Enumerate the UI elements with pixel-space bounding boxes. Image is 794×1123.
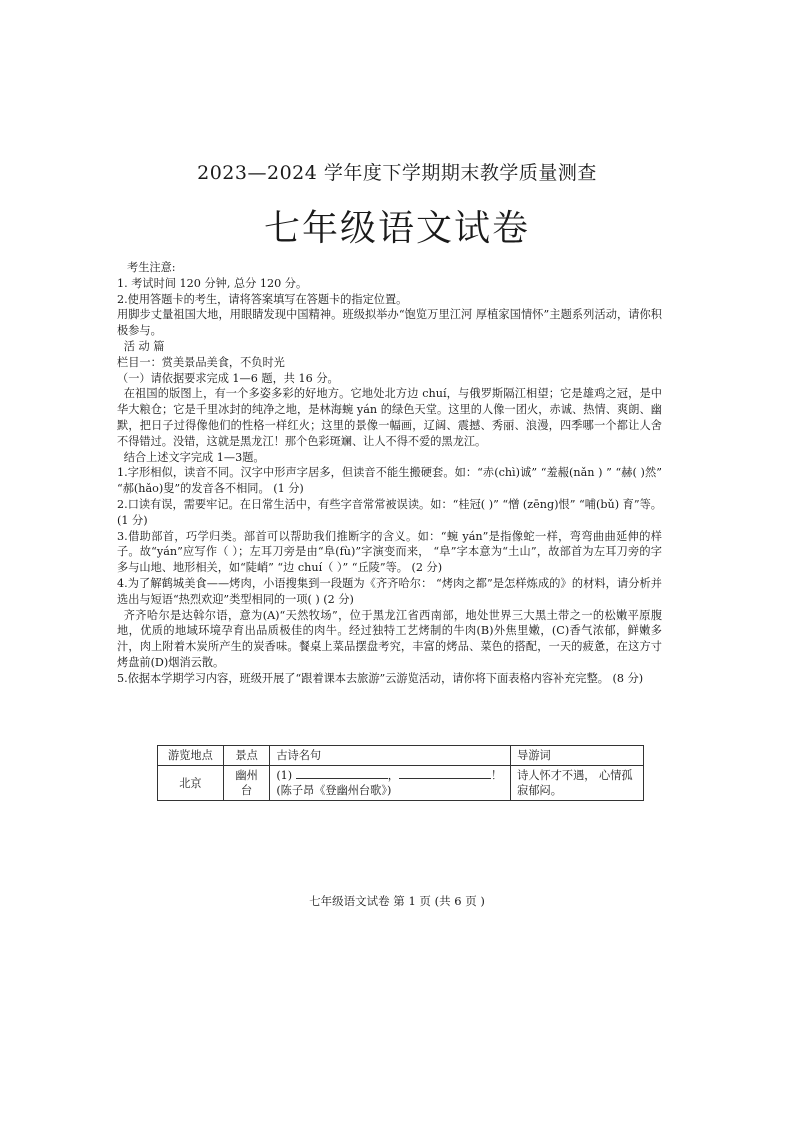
notice-item-1: 1. 考试时间 120 分钟, 总分 120 分。 xyxy=(117,276,308,290)
exam-term-title: 2023—2024 学年度下学期期末教学质量测查 xyxy=(197,162,597,184)
header-guide: 导游词 xyxy=(511,746,644,766)
poem-blank-1[interactable] xyxy=(296,768,388,779)
question-3: 3.借助部首，巧学归类。部首可以帮助我们推断字的含义。如：“蜿 yán”是指像蛇一样，弯弯曲曲延伸的样子。故“yán”应写作（ ）；左耳刀旁是由“阜(fù)”字演变而来， “阜”字本意为“土山”，故部首为左耳刀旁的字多与山地、地形相关，如“陡峭” “边 chuí（ ）” “丘陵”等。 (2 分) xyxy=(117,529,662,575)
reading-passage: 在祖国的版图上，有一个多姿多彩的好地方。它地处北方边 chuí，与俄罗斯隔江相望；它是雄鸡之冠，是中华大粮仓；它是千里冰封的纯净之地，是林海蜿 yán 的绿色天堂。这里的人像一团火，赤诚、热情、爽朗、幽默，把日子过得像他们的性格一样红火；这里的景像一幅画，辽阔、震撼、秀丽、浪漫，四季哪一个都让人舍不得错过。没错，这就是黑龙江！那个色彩斑斓、让人不得不爱的黑龙江。 xyxy=(117,387,662,448)
poem-exclaim: ！ xyxy=(490,769,503,782)
row-place: 北京 xyxy=(158,766,224,801)
combine-instruction: 结合上述文字完成 1—3题。 xyxy=(123,450,265,464)
notice-title: 考生注意: xyxy=(127,261,176,274)
notice-item-2: 2.使用答题卡的考生，请将答案填写在答题卡的指定位置。 xyxy=(117,292,408,306)
column-title: 栏目一：赏美景品美食，不负时光 xyxy=(117,355,285,369)
table-row xyxy=(158,766,644,801)
exam-paper-title: 七年级语文试卷 xyxy=(263,208,530,249)
section-title: 活 动 篇 xyxy=(123,339,165,353)
question-4-passage: 齐齐哈尔是达斡尔语，意为(A)“天然牧场”，位于黑龙江省西南部，地处世界三大黑土带之一的松嫩平原腹地，优质的地域环境孕育出品质极佳的肉牛。经过独特工艺烤制的牛肉(B)外焦里嫩，(C)香气浓郁，鲜嫩多汁，肉上附着木炭所产生的炭香味。餐桌上菜品摆盘考究，丰富的烤品、菜色的搭配，一天的疲惫，在这方寸烤盘前(D)烟消云散。 xyxy=(117,608,662,669)
part-instruction: （一）请依据要求完成 1—6 题，共 16 分。 xyxy=(117,371,339,385)
poem-blank-2[interactable] xyxy=(399,768,491,779)
question-4: 4.为了解鹤城美食——烤肉，小语搜集到一段题为《齐齐哈尔： “烤肉之都”是怎样炼成的》的材料，请分析并选出与短语“热烈欢迎”类型相同的一项( ) (2 分) xyxy=(117,576,662,606)
poem-item-number: (1) xyxy=(276,769,293,782)
header-poem: 古诗名句 xyxy=(270,746,511,766)
poem-source: (陈子昂《登幽州台歌》) xyxy=(276,784,392,797)
header-place: 游览地点 xyxy=(158,746,224,766)
row-spot: 幽州台 xyxy=(223,766,269,801)
table-header-row xyxy=(158,746,644,766)
poem-comma: ， xyxy=(387,769,399,782)
header-spot: 景点 xyxy=(223,746,269,766)
tour-table xyxy=(157,745,644,801)
question-2: 2.口读有误，需要牢记。在日常生活中，有些字音常常被误读。如：“桂冠( )” “憎 (zēng)恨” “哺(bǔ) 育”等。(1 分) xyxy=(117,497,662,527)
row-guide: 诗人怀才不遇， 心情孤寂郁闷。 xyxy=(511,766,644,801)
activity-intro: 用脚步丈量祖国大地，用眼睛发现中国精神。班级拟举办“饱览万里江河 厚植家国情怀”主题系列活动，请你积极参与。 xyxy=(117,308,662,338)
exam-body xyxy=(117,260,662,687)
question-5: 5.依据本学期学习内容，班级开展了“跟着课本去旅游”云游览活动，请你将下面表格内容补充完整。 (8 分) xyxy=(117,671,644,685)
page-footer: 七年级语文试卷 第 1 页 (共 6 页 ) xyxy=(309,894,485,908)
question-1: 1.字形相似，读音不同。汉字中形声字居多，但读音不能生搬硬套。如：“赤(chì)诚” “羞赧(nǎn ) ” “赫( )然” “郝(hǎo)叟”的发音各不相同。 (1 分) xyxy=(117,466,662,496)
poem-blank-line xyxy=(276,768,504,783)
row-poem-cell xyxy=(270,766,511,801)
